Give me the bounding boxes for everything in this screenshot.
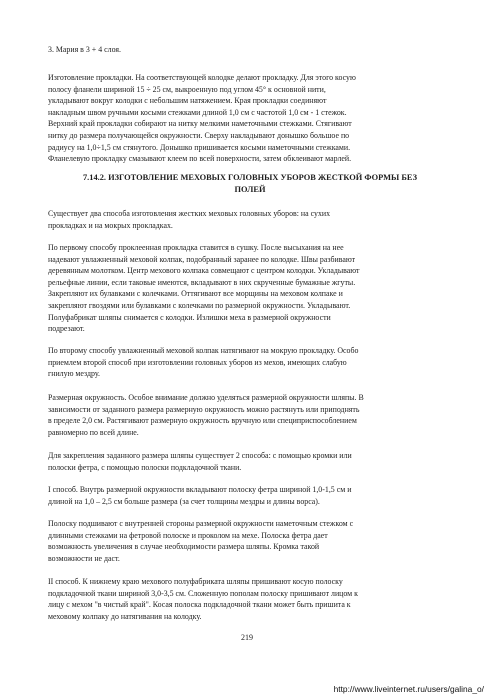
text-line: гнилую мездру.: [48, 369, 100, 379]
text-line: подрезают.: [48, 324, 85, 334]
text-line: равномерно по всей длине.: [48, 427, 139, 437]
footer-url-link[interactable]: http://www.liveinternet.ru/users/galina_o/: [333, 684, 484, 694]
paragraph-size-circumference: [48, 392, 450, 438]
text-line: зависимости от заданного размера размерную окружность можно растянуть или приподнять: [48, 404, 360, 414]
paragraph-method-one: [48, 484, 450, 507]
text-line: длинными стежками на фетровой полоске и проколом на мехе. Полоска фетра дает: [48, 530, 328, 540]
page-number: 219: [241, 633, 253, 642]
text-line: II способ. К нижнему краю мехового полуфабриката шляпы пришивают косую полоску: [48, 577, 343, 586]
text-line: I способ. Внутрь размерной окружности вкладывают полоску фетра шириной 1,0-1,5 см и: [48, 485, 352, 494]
text-line: надевают увлажненный меховой колпак, подобранный заранее по колодке. Швы разбивают: [48, 254, 356, 264]
list-item-3: [48, 44, 450, 56]
text-line: Для закрепления заданного размера шляпы существует 2 способа: с помощью кромки или: [48, 451, 352, 460]
text-line: полоски фетра, с помощью полоски подкладочной ткани.: [48, 462, 242, 472]
text-line: укладывают вокруг колодки с небольшим натяжением. Края прокладки соединяют: [48, 96, 327, 106]
text-line: в пределе 2,0 см. Растягивают размерную окружность вручную или специприспособлением: [48, 416, 357, 426]
text-line: полосу фланели шириной 15 ÷ 25 см, выкроенную под углом 45° к основной нити,: [48, 84, 326, 94]
text-line: По второму способу увлажненный меховой колпак натягивают на мокрую прокладку. Особо: [48, 346, 359, 355]
text-line: возможности не даст.: [48, 553, 120, 563]
text-line: прокладках и на мокрых прокладках.: [48, 220, 173, 230]
text-line: Верхний край прокладки собирают на нитку мелкими наметочными стежками. Стягивают: [48, 119, 352, 129]
heading-line: 7.14.2. ИЗГОТОВЛЕНИЕ МЕХОВЫХ ГОЛОВНЫХ УБОРОВ ЖЕСТКОЙ ФОРМЫ БЕЗ: [82, 173, 418, 182]
text-line: Фланелевую прокладку смазывают клеем по всей поверхности, затем обклеивают марлей.: [48, 154, 352, 164]
text-line: возможность увеличения в случае необходимости размера шляпы. Кромка такой: [48, 542, 320, 552]
text-line: закрепляют гвоздями или булавками с колечками по размерной окружности. Укладывают.: [48, 300, 351, 310]
text-line: По первому способу проклеенная прокладка ставится в сушку. После высыхания на нее: [48, 243, 344, 252]
text-line: нитку до размера получающейся окружности. Сверху накладывают донышко большое по: [48, 130, 350, 140]
list-item-text: 3. Мария в 3 + 4 слоя.: [48, 45, 121, 54]
paragraph-method-two: [48, 576, 450, 622]
text-line: Полоску подшивают с внутренней стороны размерной окружности наметочным стежком с: [48, 519, 354, 528]
paragraph-lining-manufacture: [48, 72, 450, 165]
paragraph-first-method: [48, 242, 450, 335]
paragraph-fixing-size: [48, 450, 450, 473]
text-line: рельефные линии, если таковые имеются, вкладывают в них скрученные бумажные жгуты.: [48, 277, 356, 287]
text-line: приемлем второй способ при изготовлении головных уборов из мехов, имеющих слабую: [48, 357, 347, 367]
text-line: Размерная окружность. Особое внимание должно уделяться размерной окружности шляпы. В: [48, 393, 364, 402]
text-line: меховому колпаку до натягивания на колодку.: [48, 611, 202, 621]
paragraph-felt-strip: [48, 518, 450, 564]
text-line: Изготовление прокладки. На соответствующей колодке делают прокладку. Для этого косую: [48, 73, 356, 82]
text-line: накладным швом ручными косыми стежками длиной 1,0 см с частотой 1,0 см - 1 стежок.: [48, 107, 347, 117]
paragraph-two-methods: [48, 208, 450, 231]
paragraph-second-method: [48, 345, 450, 380]
text-line: длиной на 1,0 – 2,5 см больше размера (за счет толщины мездры и длины ворса).: [48, 496, 320, 506]
text-line: радиусу на 1,0÷1,5 см стянутого. Донышко пришивается косыми наметочными стежками.: [48, 142, 351, 152]
text-line: подкладочной ткани шириной 3,0-3,5 см. Сложенную пополам полоску пришивают лицом к: [48, 588, 358, 598]
text-line: деревянным молотком. Центр мехового колпака совмещают с центром колодки. Укладывают: [48, 266, 360, 276]
text-line: лицу с мехом "в чистый край". Косая полоска подкладочной ткани может быть пришита к: [48, 600, 351, 610]
heading-line: ПОЛЕЙ: [234, 184, 266, 194]
text-line: Существует два способа изготовления жестких меховых головных уборов: на сухих: [48, 209, 331, 218]
text-line: Закрепляют их булавками с колечками. Оттягивают все морщины на меховом колпаке и: [48, 289, 343, 299]
text-line: Полуфабрикат шляпы снимается с колодки. Излишки меха в размерной окружности: [48, 312, 331, 322]
section-heading: [48, 172, 452, 195]
